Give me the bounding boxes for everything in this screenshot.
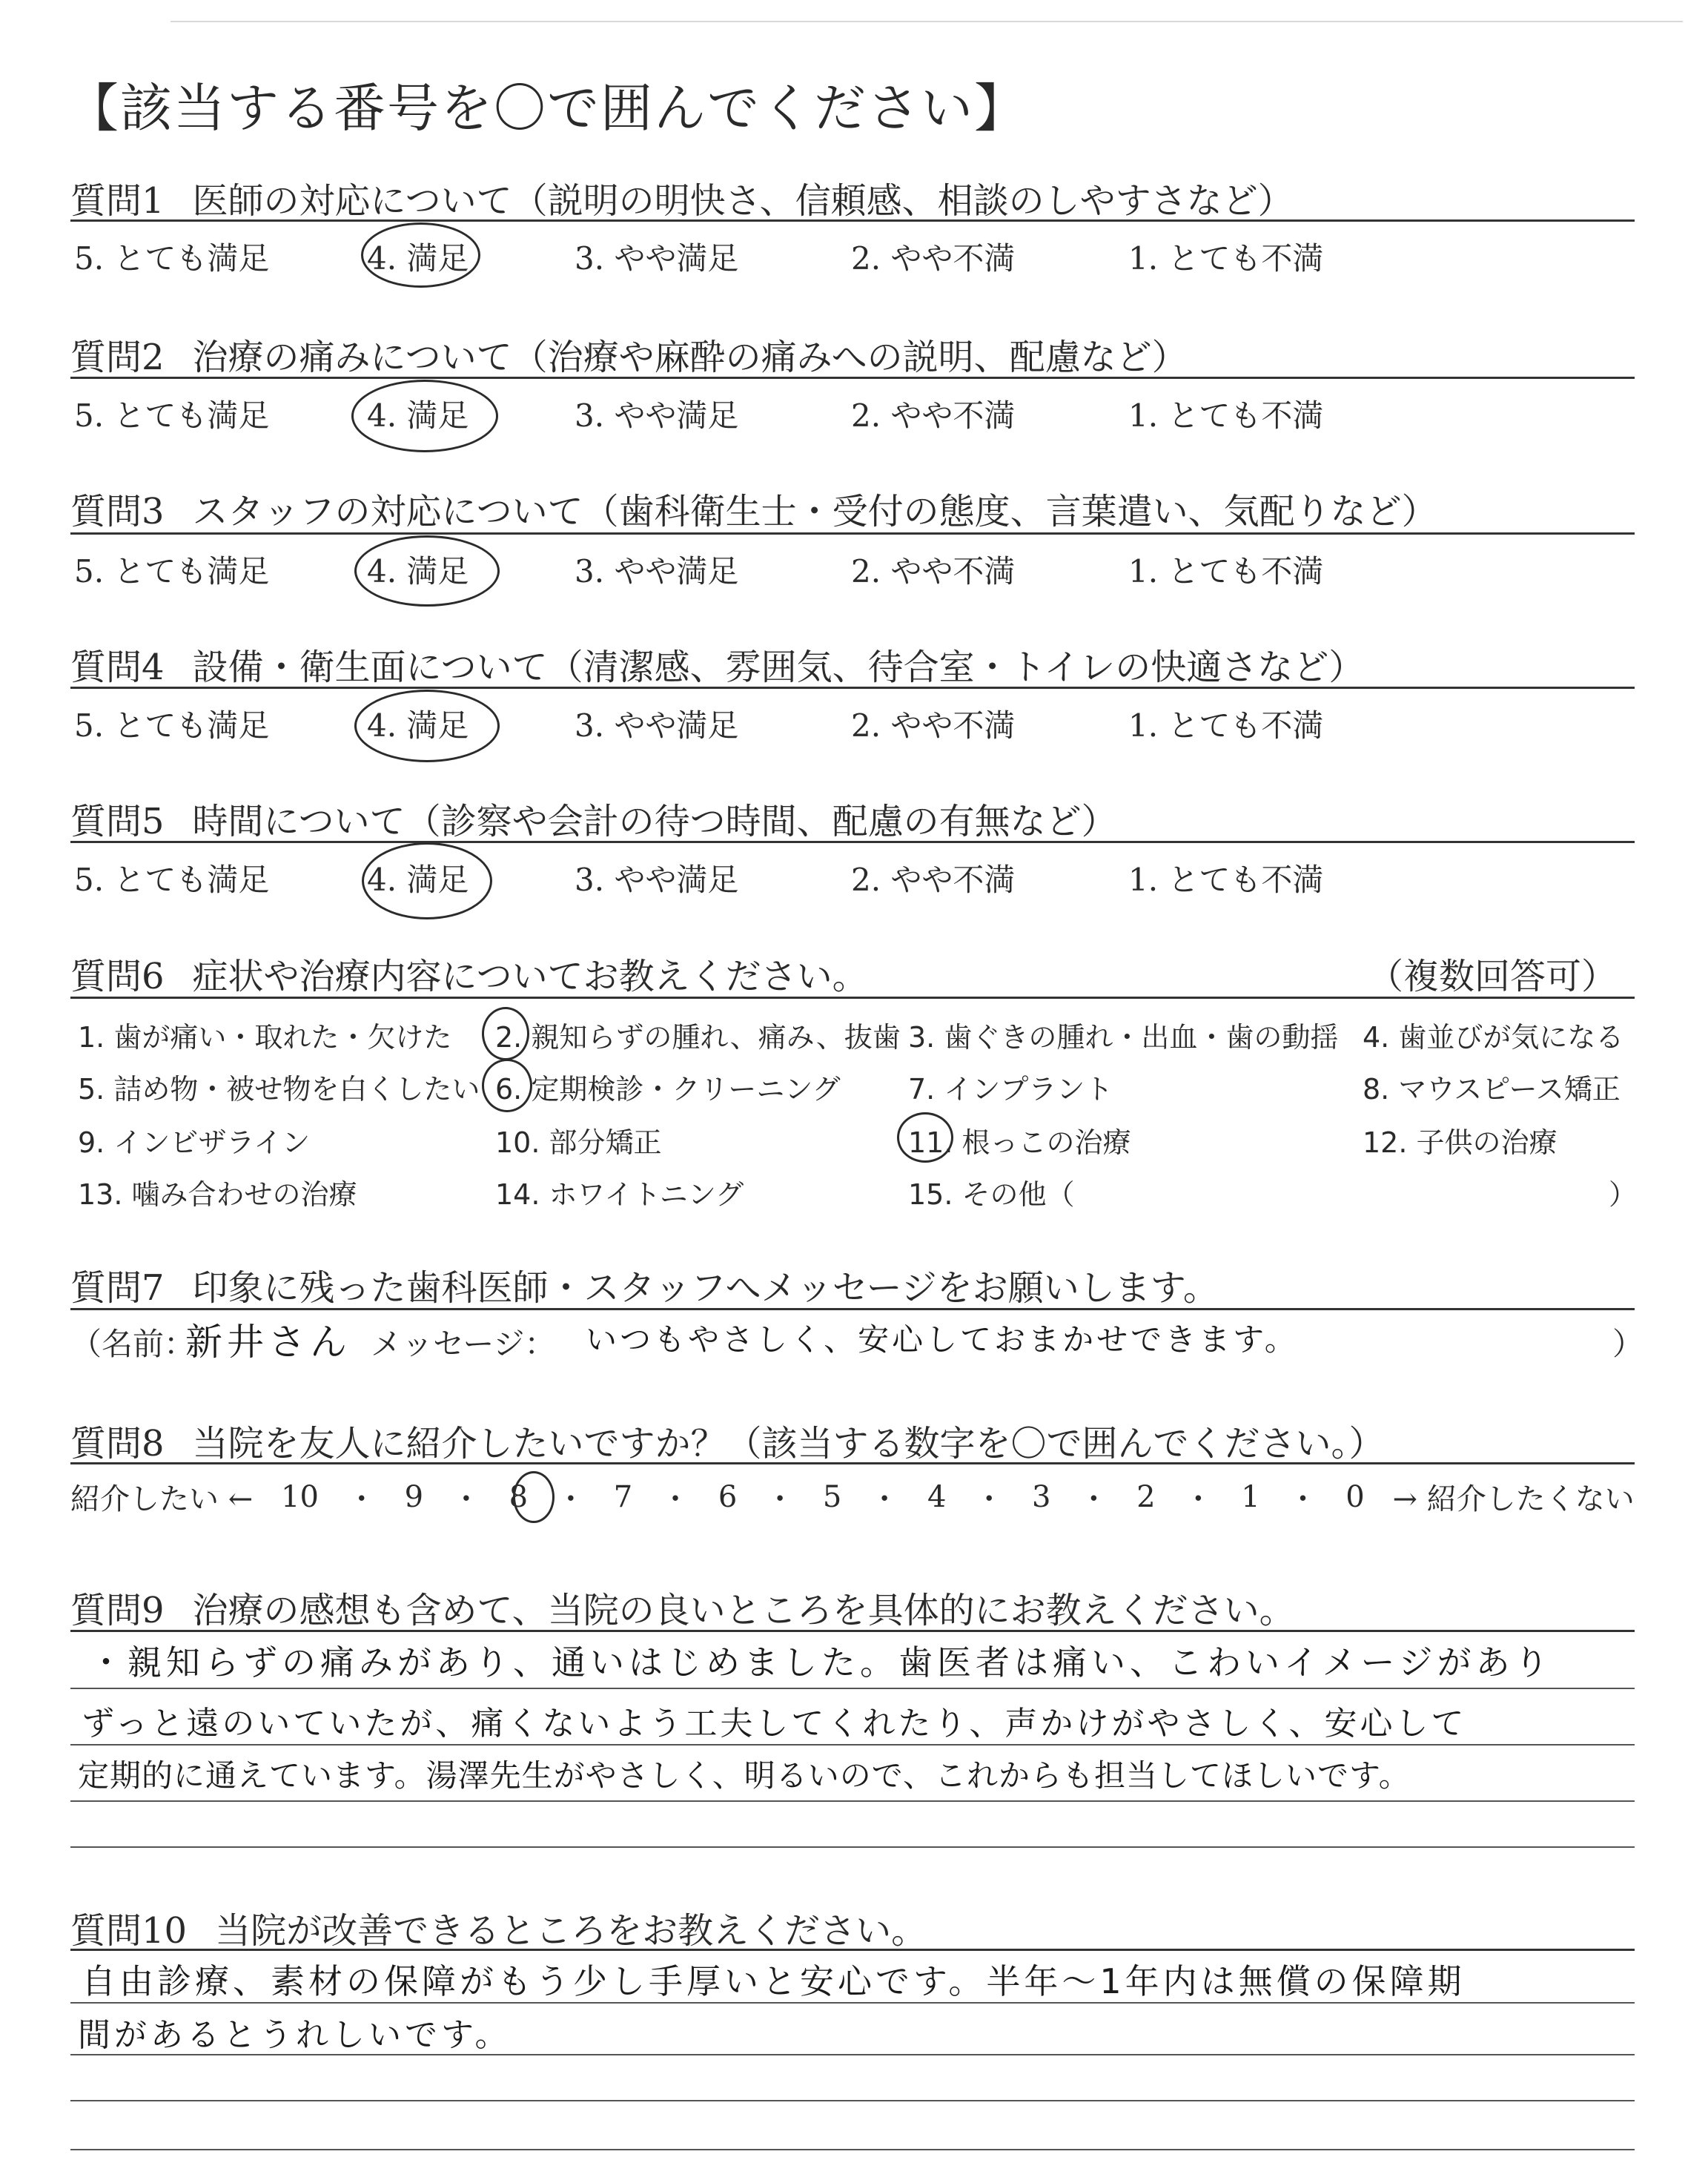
rating-option[interactable]: 2. やや不満	[851, 553, 1016, 589]
question-text: 設備・衛生面について（清潔感、雰囲気、待合室・トイレの快適さなど）	[192, 647, 1365, 688]
rating-option[interactable]: 3. やや満足	[575, 553, 739, 589]
scale-separator: ・	[1183, 1482, 1214, 1516]
scale-value[interactable]: 3	[1032, 1479, 1051, 1514]
rating-option[interactable]: 3. やや満足	[575, 862, 739, 898]
question-rule	[70, 1308, 1635, 1310]
question-6	[70, 948, 868, 999]
symptom-option[interactable]: 6. 定期検診・クリーニング	[495, 1073, 841, 1106]
symptom-option[interactable]: 12. 子供の治療	[1363, 1126, 1558, 1159]
question-4	[70, 638, 1364, 690]
scale-value[interactable]: 10	[281, 1479, 319, 1514]
multiple-answer-note: （複数回答可）	[1368, 956, 1618, 997]
rating-option[interactable]: 1. とても不満	[1128, 240, 1324, 277]
message-value[interactable]: いつもやさしく、安心しておまかせできます。	[586, 1321, 1299, 1358]
answer-rule	[70, 2100, 1635, 2101]
scale-value[interactable]: 2	[1136, 1479, 1156, 1514]
rating-option[interactable]: 1. とても不満	[1128, 553, 1324, 589]
question-rule	[70, 1630, 1635, 1632]
symptom-option[interactable]: 1. 歯が痛い・取れた・欠けた	[78, 1021, 452, 1054]
question-rule	[70, 1949, 1635, 1951]
rating-option[interactable]: 5. とても満足	[74, 707, 270, 744]
rating-option[interactable]: 2. やや不満	[851, 862, 1016, 898]
question-rule	[70, 687, 1635, 689]
scale-value[interactable]: 6	[718, 1479, 738, 1514]
symptom-option[interactable]: 2. 親知らずの腫れ、痛み、抜歯	[495, 1021, 901, 1054]
symptom-option[interactable]: 15. その他（	[908, 1178, 1075, 1211]
rating-option[interactable]: 3. やや満足	[575, 397, 739, 434]
question-text: 当院が改善できるところをお教えください。	[215, 1910, 927, 1952]
scale-value[interactable]: 4	[927, 1479, 947, 1514]
scale-separator: ・	[974, 1482, 1004, 1516]
rating-option[interactable]: 2. やや不満	[851, 707, 1016, 744]
question-5	[70, 793, 1117, 844]
answer-rule	[70, 1800, 1635, 1802]
question-text: スタッフの対応について（歯科衛生士・受付の態度、言葉遣い、気配りなど）	[192, 491, 1437, 532]
symptom-option[interactable]: 14. ホワイトニング	[495, 1178, 744, 1211]
scale-separator: ・	[1288, 1482, 1318, 1516]
symptom-option[interactable]: 11. 根っこの治療	[908, 1126, 1131, 1159]
rating-option[interactable]: 5. とても満足	[74, 553, 270, 589]
scale-value[interactable]: 1	[1241, 1479, 1260, 1514]
question-number: 質問10	[70, 1910, 188, 1952]
rating-option[interactable]: 2. やや不満	[851, 240, 1016, 277]
rating-option[interactable]: 5. とても満足	[74, 862, 270, 898]
question-rule	[70, 219, 1635, 222]
question-text: 治療の感想も含めて、当院の良いところを具体的にお教えください。	[192, 1590, 1295, 1631]
scan-edge-line	[171, 21, 1683, 22]
question-number: 質問7	[70, 1267, 165, 1309]
answer-rule	[70, 2054, 1635, 2055]
question-text: 時間について（診察や会計の待つ時間、配慮の有無など）	[192, 801, 1117, 842]
scale-separator: ・	[765, 1482, 795, 1516]
message-label: メッセージ：	[371, 1326, 556, 1362]
answer-rule	[70, 2149, 1635, 2150]
question-2	[70, 328, 1188, 380]
symptom-option[interactable]: 5. 詰め物・被せ物を白くしたい	[78, 1073, 480, 1106]
rating-option[interactable]: 2. やや不満	[851, 397, 1016, 434]
scale-value[interactable]: 0	[1345, 1479, 1365, 1514]
rating-option[interactable]: 5. とても満足	[74, 240, 270, 277]
answer-rule	[70, 1688, 1635, 1689]
rating-option[interactable]: 1. とても不満	[1128, 397, 1324, 434]
recommend-scale	[70, 1476, 1635, 1518]
question-number: 質問2	[70, 337, 165, 378]
question-9	[70, 1582, 1295, 1633]
question-rule	[70, 377, 1635, 379]
question-number: 質問4	[70, 647, 165, 688]
question-rule	[70, 841, 1635, 843]
rating-option[interactable]: 1. とても不満	[1128, 862, 1324, 898]
symptom-option[interactable]: 8. マウスピース矯正	[1363, 1073, 1621, 1106]
rating-option[interactable]: 1. とても不満	[1128, 707, 1324, 744]
question-number: 質問8	[70, 1423, 165, 1464]
question-number: 質問3	[70, 491, 165, 532]
scale-separator: ・	[870, 1482, 900, 1516]
scale-separator: ・	[555, 1482, 586, 1516]
question-rule	[70, 532, 1635, 535]
question-text: 症状や治療内容についてお教えください。	[192, 956, 868, 997]
scale-left-label: 紹介したい ←	[70, 1482, 254, 1516]
scale-separator: ・	[661, 1482, 690, 1516]
message-close-paren: ）	[1612, 1326, 1644, 1362]
rating-option[interactable]: 4. 満足	[367, 862, 469, 898]
answer-rule	[70, 2002, 1635, 2004]
question-8	[70, 1415, 1385, 1466]
scale-value[interactable]: 9	[404, 1479, 424, 1514]
page-title: 【該当する番号を〇で囲んでください】	[67, 78, 1027, 139]
scale-value[interactable]: 5	[822, 1479, 842, 1514]
question-number: 質問6	[70, 956, 165, 997]
question-rule	[70, 1462, 1635, 1464]
answer-line[interactable]: ずっと遠のいていたが、痛くないよう工夫してくれたり、声かけがやさしく、安心して	[82, 1705, 1467, 1743]
scale-separator: ・	[1079, 1482, 1109, 1516]
symptom-option[interactable]: 4. 歯並びが気になる	[1363, 1021, 1624, 1054]
scale-value[interactable]: 8	[509, 1479, 529, 1514]
answer-rule	[70, 1744, 1635, 1745]
name-label: （名前：	[70, 1326, 196, 1362]
scale-separator: ・	[451, 1482, 481, 1516]
question-1	[70, 172, 1294, 223]
rating-option[interactable]: 5. とても満足	[74, 397, 270, 434]
scale-separator: ・	[346, 1482, 377, 1516]
scale-right-label: → 紹介したくない	[1392, 1482, 1635, 1516]
rating-option[interactable]: 3. やや満足	[575, 240, 739, 277]
question-number: 質問9	[70, 1590, 165, 1631]
answer-line[interactable]: 間があるとうれしいです。	[78, 2016, 512, 2054]
question-rule	[70, 997, 1635, 999]
symptom-option[interactable]: 10. 部分矯正	[495, 1126, 662, 1159]
other-close-paren: ）	[1609, 1178, 1638, 1211]
answer-line[interactable]: ・親知らずの痛みがあり、通いはじめました。歯医者は痛い、こわいイメージがあり	[89, 1642, 1553, 1682]
rating-option[interactable]: 4. 満足	[367, 707, 469, 744]
symptom-option[interactable]: 9. インビザライン	[78, 1126, 311, 1159]
rating-option[interactable]: 4. 満足	[367, 397, 469, 434]
symptom-option[interactable]: 3. 歯ぐきの腫れ・出血・歯の動揺	[908, 1021, 1339, 1054]
question-number: 質問5	[70, 801, 165, 842]
question-text: 印象に残った歯科医師・スタッフへメッセージをお願いします。	[192, 1267, 1219, 1309]
rating-option[interactable]: 4. 満足	[367, 553, 469, 589]
scale-value[interactable]: 7	[613, 1479, 633, 1514]
question-3	[70, 483, 1437, 534]
symptom-option[interactable]: 13. 噛み合わせの治療	[78, 1178, 357, 1211]
rating-option[interactable]: 4. 満足	[367, 240, 469, 277]
question-number: 質問1	[70, 180, 165, 222]
question-10	[70, 1902, 927, 1953]
question-text: 当院を友人に紹介したいですか？（該当する数字を〇で囲んでください。）	[192, 1423, 1385, 1464]
answer-line[interactable]: 自由診療、素材の保障がもう少し手厚いと安心です。半年〜1年内は無償の保障期	[82, 1961, 1466, 2001]
question-text: 医師の対応について（説明の明快さ、信頼感、相談のしやすさなど）	[192, 180, 1294, 222]
question-7	[70, 1259, 1219, 1310]
symptom-option[interactable]: 7. インプラント	[908, 1073, 1113, 1106]
answer-rule	[70, 1846, 1635, 1848]
rating-option[interactable]: 3. やや満足	[575, 707, 739, 744]
answer-line[interactable]: 定期的に通えています。湯澤先生がやさしく、明るいので、これからも担当してほしいです。	[78, 1757, 1411, 1794]
question-text: 治療の痛みについて（治療や麻酔の痛みへの説明、配慮など）	[192, 337, 1188, 378]
staff-name-value[interactable]: 新井さん	[185, 1321, 351, 1364]
